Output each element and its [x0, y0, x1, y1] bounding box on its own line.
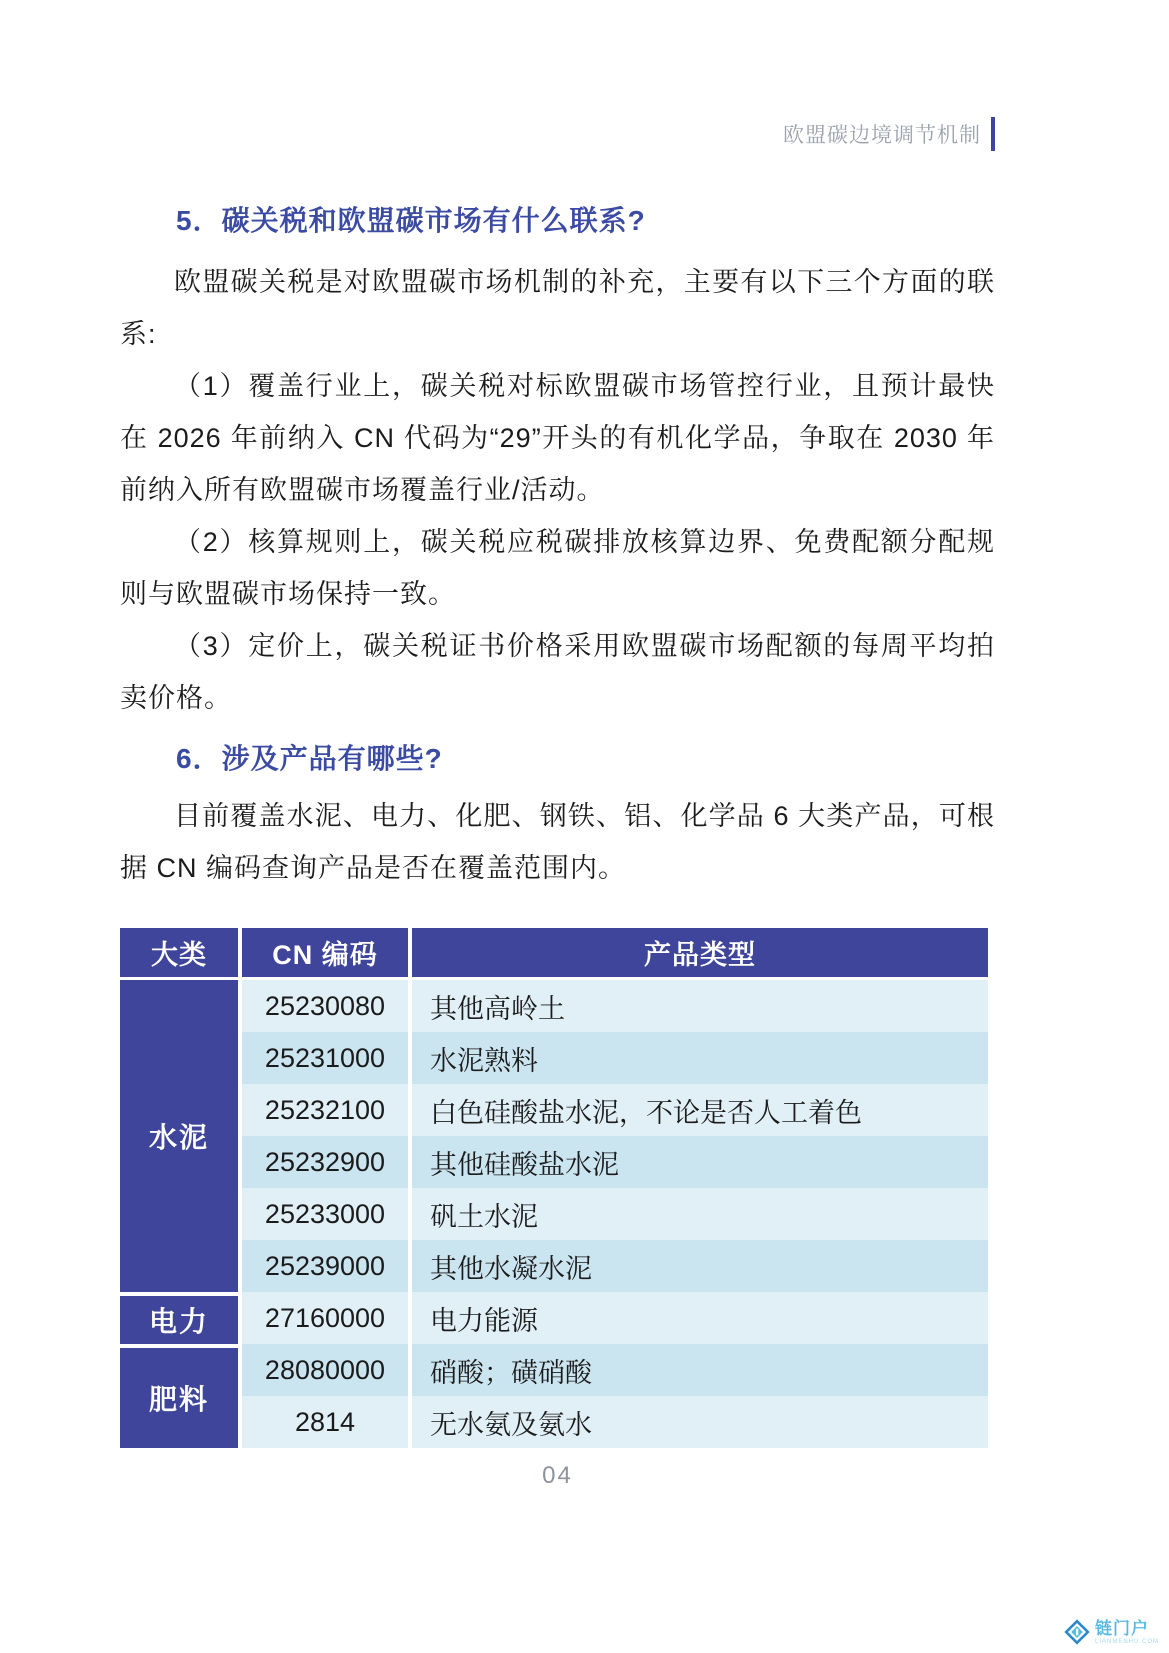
product-type-cell: 水泥熟料 — [412, 1032, 988, 1084]
cn-code-cell: 25232100 — [242, 1084, 412, 1136]
section-5-paragraph-3: （3）定价上，碳关税证书价格采用欧盟碳市场配额的每周平均拍卖价格。 — [120, 631, 995, 713]
table-row — [120, 1084, 988, 1136]
cn-code-cell: 25232900 — [242, 1136, 412, 1188]
table-row — [120, 1136, 988, 1188]
cn-code-cell: 25230080 — [242, 980, 412, 1032]
column-header-category: 大类 — [120, 928, 242, 980]
table-row — [120, 1188, 988, 1240]
cn-code-cell: 25231000 — [242, 1032, 412, 1084]
product-type-cell: 无水氨及氨水 — [412, 1396, 988, 1448]
category-cell: 电力 — [120, 1292, 242, 1344]
product-type-cell: 其他水凝水泥 — [412, 1240, 988, 1292]
page-footer — [120, 1462, 995, 1490]
cn-code-cell: 27160000 — [242, 1292, 412, 1344]
cn-code-cell: 25239000 — [242, 1240, 412, 1292]
category-cell: 水泥 — [120, 980, 242, 1292]
watermark-domain: LIANMENHU.COM — [1094, 1638, 1159, 1645]
product-type-cell: 电力能源 — [412, 1292, 988, 1344]
table-row — [120, 1344, 988, 1396]
cn-code-cell: 2814 — [242, 1396, 412, 1448]
page-number: 04 — [542, 1462, 573, 1489]
site-watermark — [1064, 1619, 1159, 1645]
product-type-cell: 其他高岭土 — [412, 980, 988, 1032]
cn-code-cell: 25233000 — [242, 1188, 412, 1240]
column-header-product-type: 产品类型 — [412, 928, 988, 980]
header-accent-bar — [991, 117, 995, 151]
product-type-cell: 白色硅酸盐水泥，不论是否人工着色 — [412, 1084, 988, 1136]
section-5-paragraph-2: （2）核算规则上，碳关税应税碳排放核算边界、免费配额分配规则与欧盟碳市场保持一致。 — [120, 527, 995, 609]
column-header-cn-code: CN 编码 — [242, 928, 412, 980]
lianmenhu-logo-icon — [1064, 1619, 1090, 1645]
section-6-paragraph: 目前覆盖水泥、电力、化肥、钢铁、铝、化学品 6 大类产品，可根据 CN 编码查询产品是否在覆盖范围内。 — [120, 801, 995, 883]
running-header — [120, 0, 995, 152]
table-row — [120, 1240, 988, 1292]
section-6-heading: 6．涉及产品有哪些? — [176, 743, 443, 774]
section-5-paragraph-intro: 欧盟碳关税是对欧盟碳市场机制的补充，主要有以下三个方面的联系: — [120, 267, 995, 349]
product-type-cell: 硝酸；磺硝酸 — [412, 1344, 988, 1396]
table-header-row — [120, 928, 988, 980]
table-row — [120, 1396, 988, 1448]
watermark-text — [1095, 1620, 1159, 1645]
category-cell: 肥料 — [120, 1344, 242, 1448]
cn-code-product-table — [120, 928, 988, 1448]
section-5-paragraph-1: （1）覆盖行业上，碳关税对标欧盟碳市场管控行业，且预计最快在 2026 年前纳入 CN 代码为“29”开头的有机化学品，争取在 2030 年前纳入所有欧盟碳市场覆盖行业/活动。 — [120, 371, 995, 505]
page-content — [120, 0, 995, 1490]
section-5-heading: 5．碳关税和欧盟碳市场有什么联系? — [176, 205, 646, 236]
product-type-cell: 矾土水泥 — [412, 1188, 988, 1240]
product-type-cell: 其他硅酸盐水泥 — [412, 1136, 988, 1188]
watermark-brand: 链门户 — [1094, 1618, 1149, 1638]
table-row — [120, 1292, 988, 1344]
product-table-body — [120, 980, 988, 1448]
table-row — [120, 1032, 988, 1084]
table-row — [120, 980, 988, 1032]
running-header-title: 欧盟碳边境调节机制 — [783, 124, 981, 147]
cn-code-cell: 28080000 — [242, 1344, 412, 1396]
